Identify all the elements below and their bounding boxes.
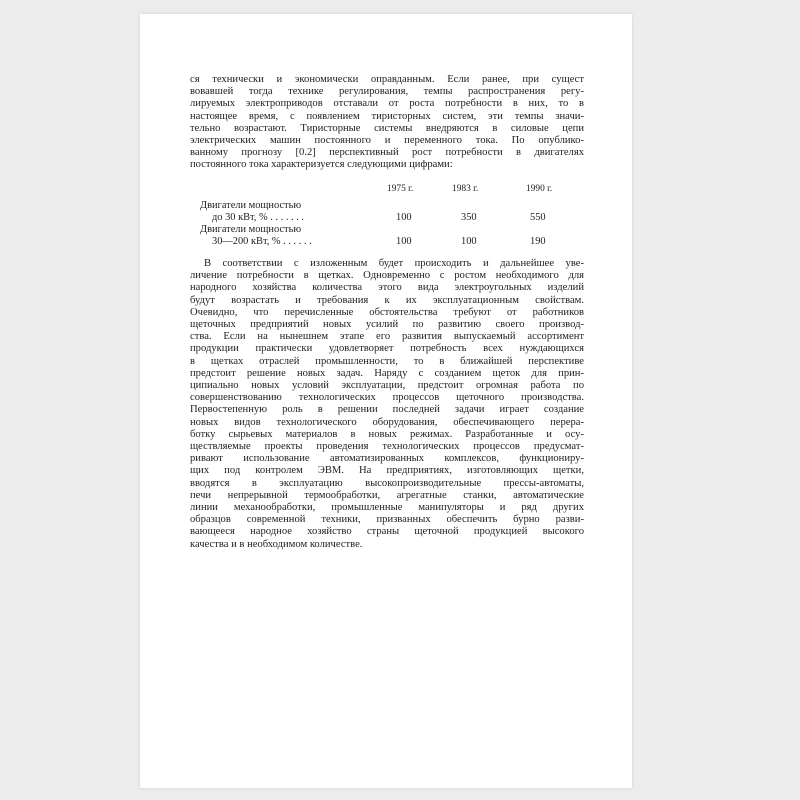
text-line: качества и в необходимом количестве. [190, 538, 363, 550]
paragraph-1 [190, 74, 584, 172]
text-line: ривают использование автоматизированных комплексов, функциониру- [190, 453, 584, 465]
text-line: ства. Если на нынешнем этапе его развития выпускаемый ассортимент [190, 331, 584, 343]
text-line: лируемых электроприводов отставали от роста потребности в них, то в [190, 98, 584, 110]
text-line: Очевидно, что перечисленные обстоятельства требуют от работников [190, 306, 584, 318]
text-line: будут возрастать и требования к их эксплуатационным свойствам. [190, 294, 584, 306]
text-line: предстоит решение новых задач. Наряду с созданием щеток для прин- [190, 367, 584, 379]
text-line: в щетках отраслей промышленности, то в ближайшей перспективе [190, 355, 584, 367]
table-cell: 100 [396, 212, 412, 223]
text-line: ся технически и экономически оправданным. Если ранее, при сущест [190, 74, 584, 85]
text-line: ванному прогнозу [0.2] перспективный рост потребности в двигателях [190, 147, 584, 159]
text-line: вводятся в эксплуатацию высокопроизводительные прессы-автоматы, [190, 477, 584, 489]
table-cell: 100 [396, 236, 412, 247]
row-label: Двигатели мощностью [200, 200, 302, 211]
text-line: продукции практически удовлетворяет потребность всех нуждающихся [190, 343, 584, 355]
text-line: щих под контролем ЭВМ. На предприятиях, изготовляющих щетки, [190, 465, 584, 477]
table-row [200, 236, 580, 248]
table-header-row [200, 184, 580, 196]
row-label: 30—200 кВт, % . . . . . . [212, 236, 312, 247]
text-line: линии механообработки, промышленные манипуляторы и ряд других [190, 502, 584, 514]
text-line: ществляемые проекты проведения технологических процессов предусмат- [190, 441, 584, 453]
row-label: до 30 кВт, % . . . . . . . [212, 212, 305, 223]
row-label: Двигатели мощностью [200, 224, 302, 235]
table-row-label [200, 224, 580, 236]
table-row-label [200, 200, 580, 212]
year-header: 1975 г. [387, 184, 414, 194]
year-header: 1990 г. [526, 184, 553, 194]
text-line: совершенствованию технологических процессов щеточного производства. [190, 392, 584, 404]
year-header: 1983 г. [452, 184, 479, 194]
text-line: вовавшей тогда технике регулирования, темпы распространения регу- [190, 86, 584, 98]
text-line: В соответствии с изложенным будет происходить и дальнейшее уве- [204, 258, 584, 269]
text-line: постоянного тока характеризуется следующими цифрами: [190, 159, 453, 171]
table-cell: 190 [530, 236, 546, 247]
forecast-table [200, 184, 580, 248]
document-page [140, 14, 632, 788]
text-line: Первостепенную роль в решении последней задачи играет создание [190, 404, 584, 416]
text-line: электрических машин постоянного и переменного тока. По опублико- [190, 135, 584, 147]
table-cell: 350 [461, 212, 477, 223]
text-line: щеточных предприятий новых усилий по развитию своего производ- [190, 319, 584, 331]
text-line: тельно возрастают. Тиристорные системы внедряются в силовые цепи [190, 122, 584, 134]
text-line: народного хозяйства количества этого вида электроугольных изделий [190, 282, 584, 294]
paragraph-2 [190, 258, 584, 551]
text-line: образцов современной техники, призванных обеспечить бурно разви- [190, 514, 584, 526]
text-line: настоящее время, с появлением тиристорных систем, эти темпы значи- [190, 110, 584, 122]
table-cell: 100 [461, 236, 477, 247]
text-line: печи непрерывной термообработки, агрегатные станки, автоматические [190, 489, 584, 501]
text-line: ботку сырьевых материалов в новых режимах. Разработанные и осу- [190, 428, 584, 440]
table-row [200, 212, 580, 224]
text-line: вающееся народное хозяйство страны щеточной продукцией высокого [190, 526, 584, 538]
table-cell: 550 [530, 212, 546, 223]
text-line: ципиально новых условий эксплуатации, предстоит огромная работа по [190, 380, 584, 392]
text-line: новых видов технологического оборудования, обеспечивающего перера- [190, 416, 584, 428]
text-line: личение потребности в щетках. Одновременно с ростом необходимого для [190, 270, 584, 282]
